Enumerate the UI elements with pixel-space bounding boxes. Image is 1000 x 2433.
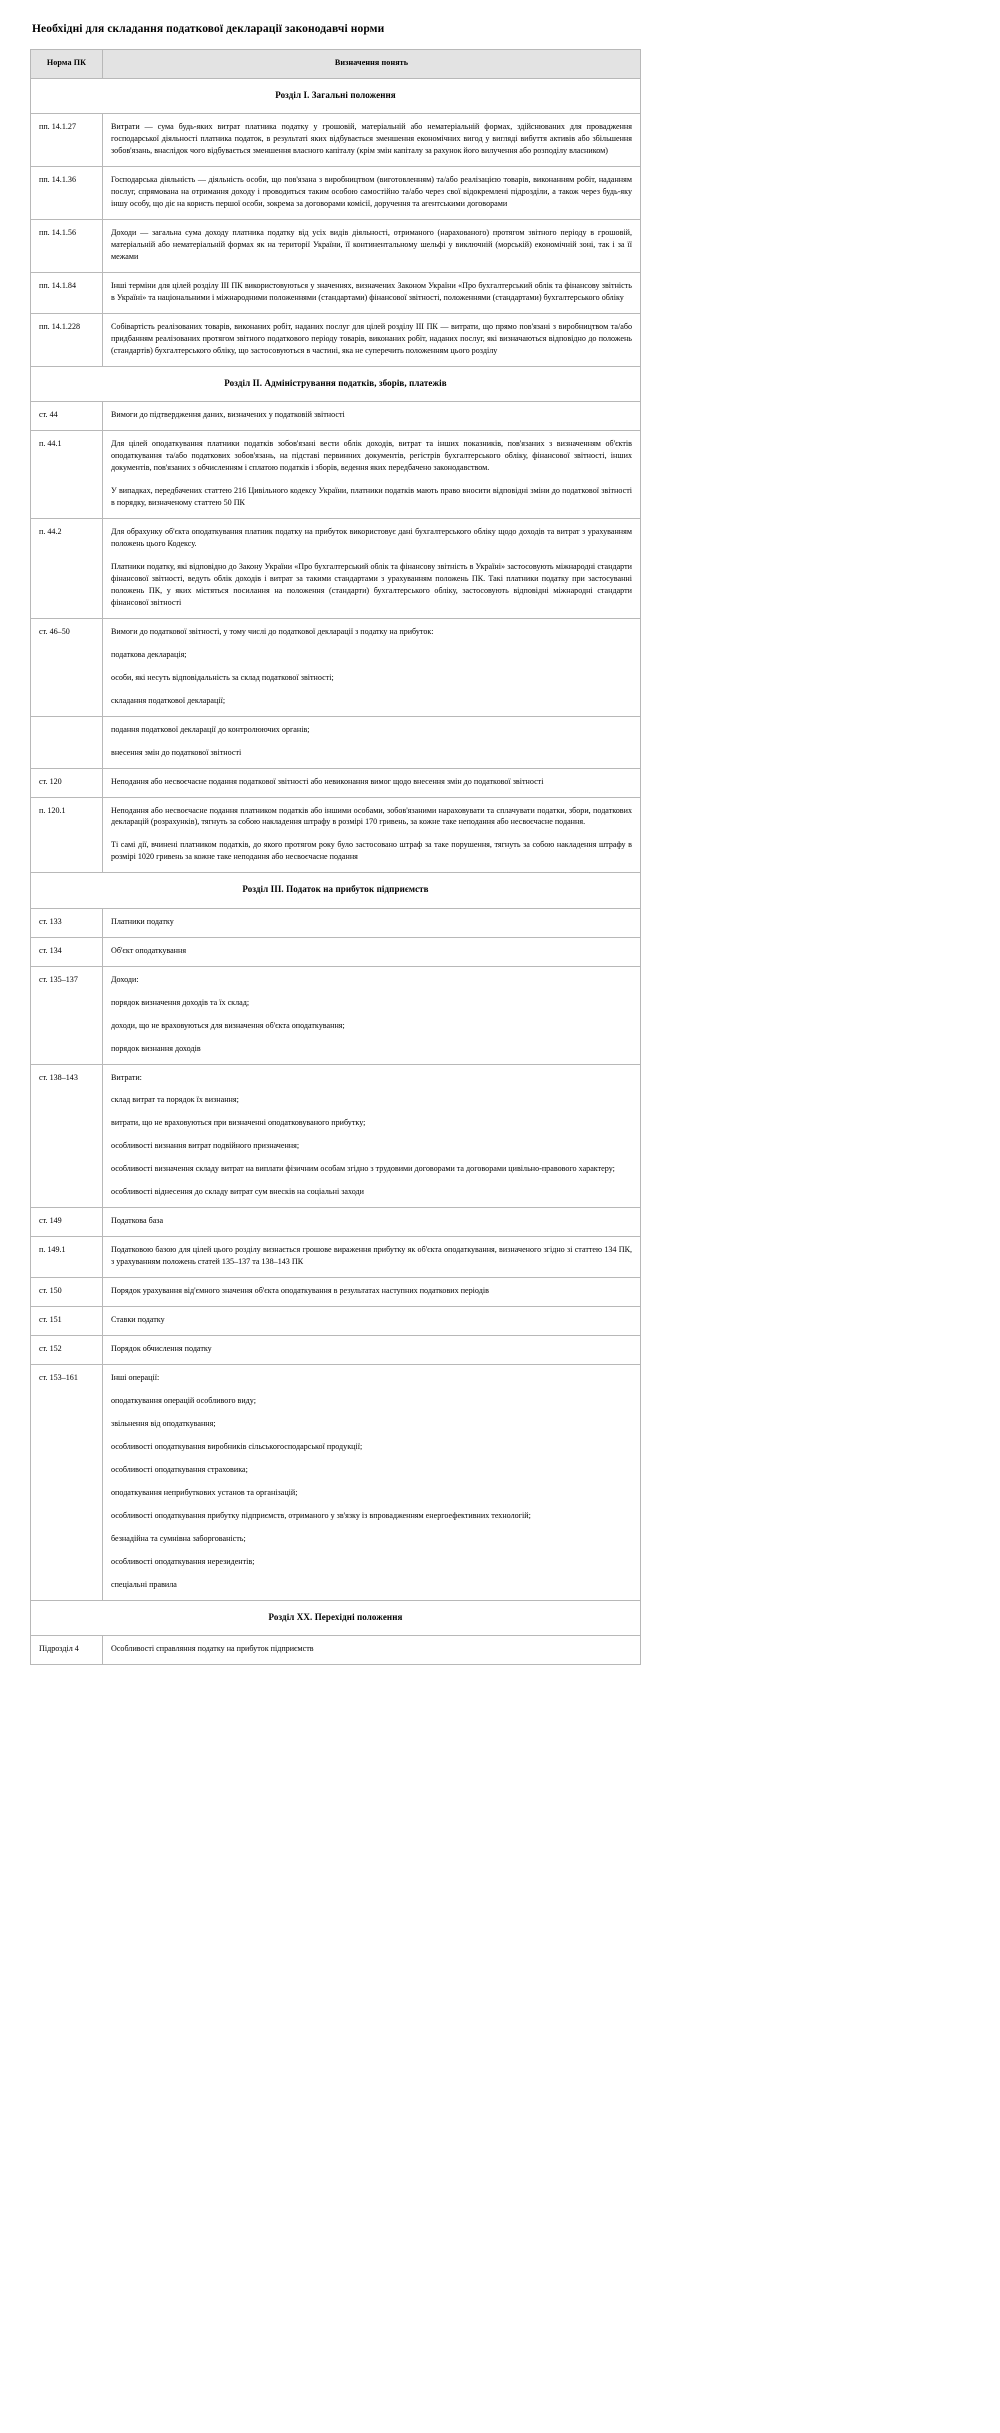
definition-cell bbox=[103, 114, 641, 167]
definition-paragraph: Вимоги до підтвердження даних, визначених у податковій звітності bbox=[111, 410, 345, 420]
definition-cell bbox=[103, 1636, 641, 1665]
norm-reference-cell: ст. 153–161 bbox=[31, 1365, 103, 1601]
definition-cell bbox=[103, 167, 641, 220]
norm-reference-cell: ст. 150 bbox=[31, 1278, 103, 1307]
norm-reference-cell: п. 120.1 bbox=[31, 797, 103, 873]
definition-paragraph: Інші операції: bbox=[111, 1373, 160, 1383]
definition-paragraph: особливості визначення складу витрат на виплати фізичним особам згідно з трудовими договорами та договорами цивільно-правового характеру; bbox=[111, 1164, 615, 1174]
definition-paragraph: спеціальні правила bbox=[111, 1579, 177, 1589]
definition-cell bbox=[103, 966, 641, 1064]
definition-paragraph: оподаткування неприбуткових установ та організацій; bbox=[111, 1487, 298, 1497]
definition-paragraph: Для цілей оподаткування платники податків зобов'язані вести облік доходів, витрат та інших показників, пов'язаних з визначенням об'єктів оподаткування та/або податкових зобов'язань, на підставі первинних документів, регістрів бухгалтерського обліку, фінансової звітності, інших документів, пов'язаних з обчисленням і сплатою податків і зборів, ведення яких передбачено законодавством. bbox=[111, 439, 632, 472]
definition-cell bbox=[103, 402, 641, 431]
table-row bbox=[31, 716, 641, 768]
norm-reference-cell: пп. 14.1.36 bbox=[31, 167, 103, 220]
definition-cell bbox=[103, 618, 641, 716]
definition-paragraph: Платники податку, які відповідно до Закону України «Про бухгалтерський облік та фінансову звітність в Україні» застосовують міжнародні стандарти фінансової звітності, ведуть облік доходів і витрат за такими стандартами з урахуванням положень ПК. Такі платники податку при застосуванні положень ПК, у яких містяться посилання на положення (стандарти) бухгалтерського обліку, застосовують відповідні міжнародні стандарти фінансової звітності bbox=[111, 561, 632, 607]
table-row bbox=[31, 966, 641, 1064]
definition-cell bbox=[103, 1365, 641, 1601]
definition-paragraph: склад витрат та порядок їх визнання; bbox=[111, 1095, 239, 1105]
definition-paragraph: Порядок урахування від'ємного значення об'єкта оподаткування в результатах наступних податкових періодів bbox=[111, 1286, 489, 1296]
norm-reference-cell: пп. 14.1.56 bbox=[31, 220, 103, 273]
norm-reference-cell: Підрозділ 4 bbox=[31, 1636, 103, 1665]
section-heading: Розділ XX. Перехідні положення bbox=[31, 1600, 641, 1635]
table-section-row bbox=[31, 1600, 641, 1635]
definition-paragraph: особливості оподаткування страховика; bbox=[111, 1465, 248, 1474]
table-row bbox=[31, 167, 641, 220]
definition-paragraph: витрати, що не враховуються при визначенні оподатковуваного прибутку; bbox=[111, 1118, 366, 1128]
section-heading: Розділ III. Податок на прибуток підприємств bbox=[31, 873, 641, 908]
definition-paragraph: Собівартість реалізованих товарів, виконаних робіт, наданих послуг для цілей розділу III ПК — витрати, що прямо пов'язані з виробництвом та/або придбанням реалізованих протягом звітного податкового періоду товарів, виконаних робіт, наданих послуг, які визначаються відповідно до положень (стандартів) бухгалтерського обліку, що застосовуються в частині, яка не суперечить положенням цього розділу bbox=[111, 321, 632, 355]
table-header-row bbox=[31, 49, 641, 78]
definition-paragraph: складання податкової декларації; bbox=[111, 695, 226, 705]
norm-reference-cell: п. 44.2 bbox=[31, 518, 103, 618]
definition-paragraph: звільнення від оподаткування; bbox=[111, 1419, 216, 1429]
norm-reference-cell: ст. 149 bbox=[31, 1208, 103, 1237]
definition-paragraph: Витрати — сума будь-яких витрат платника податку у грошовій, матеріальній або нематеріальній формах, здійснюваних для провадження господарської діяльності платника податок, в результаті яких відбувається зменшення економічних вигод у вигляді вибуття активів або збільшення зобов'язань, внаслідок чого відбувається зменшення власного капіталу (крім змін капіталу за рахунок його вилучення або розподілу власником) bbox=[111, 122, 632, 156]
definition-paragraph: Податковою базою для цілей цього розділу визнається грошове вираження прибутку як об'єкта оподаткування, визначеного згідно зі статтею 134 ПК, з урахуванням положень статей 135–137 та 138–143 ПК bbox=[111, 1245, 632, 1267]
table-row bbox=[31, 114, 641, 167]
section-heading: Розділ II. Адміністрування податків, зборів, платежів bbox=[31, 366, 641, 401]
table-row bbox=[31, 937, 641, 966]
definition-paragraph: Доходи — загальна сума доходу платника податку від усіх видів діяльності, отриманого (нарахованого) протягом звітного періоду в грошовій, матеріальній або нематеріальній формах як на території України, її континентальному шельфі у виключній (морській) економічній зоні, так і за її межами bbox=[111, 228, 632, 261]
norm-reference-cell: ст. 120 bbox=[31, 768, 103, 797]
table-section-row bbox=[31, 78, 641, 113]
definition-paragraph: Ставки податку bbox=[111, 1315, 165, 1325]
definition-cell bbox=[103, 908, 641, 937]
table-row bbox=[31, 1365, 641, 1601]
table-row bbox=[31, 618, 641, 716]
definition-cell bbox=[103, 797, 641, 873]
norm-reference-cell: ст. 138–143 bbox=[31, 1064, 103, 1208]
definition-paragraph: Неподання або несвоєчасне подання платником податків або іншими особами, зобов'язаними нараховувати та сплачувати податки, збори, податкових декларацій (розрахунків), тягнуть за собою накладення штрафу в розмірі 170 гривень, за кожне таке неподання або несвоєчасне подання. bbox=[111, 805, 632, 827]
table-row bbox=[31, 518, 641, 618]
definition-cell bbox=[103, 1208, 641, 1237]
definition-cell bbox=[103, 1278, 641, 1307]
definition-paragraph: особи, які несуть відповідальність за склад податкової звітності; bbox=[111, 672, 334, 682]
table-row bbox=[31, 431, 641, 519]
table-row bbox=[31, 908, 641, 937]
definition-cell bbox=[103, 1237, 641, 1278]
legislative-norms-table bbox=[30, 49, 641, 1665]
definition-paragraph: Доходи: bbox=[111, 974, 139, 984]
definition-paragraph: безнадійна та сумнівна заборгованість; bbox=[111, 1533, 246, 1543]
table-row bbox=[31, 402, 641, 431]
definition-paragraph: Порядок обчислення податку bbox=[111, 1344, 212, 1354]
definition-cell bbox=[103, 937, 641, 966]
definition-paragraph: порядок визнання доходів bbox=[111, 1043, 201, 1053]
table-row bbox=[31, 1278, 641, 1307]
definition-paragraph: Витрати: bbox=[111, 1072, 142, 1082]
table-row bbox=[31, 1208, 641, 1237]
table-row bbox=[31, 1336, 641, 1365]
definition-cell bbox=[103, 768, 641, 797]
definition-paragraph: Неподання або несвоєчасне подання податкової звітності або невиконання вимог щодо внесення змін до податкової звітності bbox=[111, 776, 544, 786]
definition-cell bbox=[103, 716, 641, 768]
table-row bbox=[31, 272, 641, 313]
norm-reference-cell: п. 44.1 bbox=[31, 431, 103, 519]
definition-paragraph: особливості оподаткування прибутку підприємств, отриманого у зв'язку із впровадженням енергоефективних технологій; bbox=[111, 1510, 531, 1520]
definition-paragraph: подання податкової декларації до контролюючих органів; bbox=[111, 724, 310, 734]
definition-cell bbox=[103, 220, 641, 273]
table-row bbox=[31, 1064, 641, 1208]
norm-reference-cell: ст. 151 bbox=[31, 1307, 103, 1336]
norm-reference-cell: ст. 133 bbox=[31, 908, 103, 937]
definition-paragraph: Вимоги до податкової звітності, у тому числі до податкової декларації з податку на прибуток: bbox=[111, 626, 434, 636]
norm-reference-cell: пп. 14.1.27 bbox=[31, 114, 103, 167]
definition-paragraph: особливості оподаткування виробників сільськогосподарської продукції; bbox=[111, 1442, 363, 1452]
table-section-row bbox=[31, 366, 641, 401]
norm-reference-cell: ст. 134 bbox=[31, 937, 103, 966]
definition-paragraph: Особливості справляння податку на прибуток підприємств bbox=[111, 1644, 314, 1654]
table-row bbox=[31, 1636, 641, 1665]
definition-paragraph: порядок визначення доходів та їх склад; bbox=[111, 997, 250, 1007]
definition-paragraph: Ті самі дії, вчинені платником податків, до якого протягом року було застосовано штраф за таке порушення, тягнуть за собою накладення штрафу в розмірі 1020 гривень за кожне таке неподання або несвоєчасне подання bbox=[111, 840, 632, 862]
table-row bbox=[31, 220, 641, 273]
definition-paragraph: Податкова база bbox=[111, 1216, 164, 1226]
section-heading: Розділ I. Загальні положення bbox=[31, 78, 641, 113]
norm-reference-cell: ст. 152 bbox=[31, 1336, 103, 1365]
table-row bbox=[31, 1237, 641, 1278]
table-row bbox=[31, 1307, 641, 1336]
table-row bbox=[31, 797, 641, 873]
column-header-norm: Норма ПК bbox=[31, 49, 103, 78]
definition-paragraph: У випадках, передбачених статтею 216 Цивільного кодексу України, платники податків мають право вносити відповідні зміни до податкової звітності в порядку, визначеному статтею 50 ПК bbox=[111, 485, 632, 507]
definition-cell bbox=[103, 313, 641, 366]
definition-cell bbox=[103, 431, 641, 519]
definition-cell bbox=[103, 518, 641, 618]
definition-paragraph: податкова декларація; bbox=[111, 649, 187, 659]
definition-paragraph: Інші терміни для цілей розділу III ПК використовуються у значеннях, визначених Законом України «Про бухгалтерський облік та фінансову звітність в Україні» та національними і міжнародними положеннями (стандартами) фінансової звітності, положеннями (стандартами) бухгалтерського обліку bbox=[111, 280, 632, 302]
definition-paragraph: доходи, що не враховуються для визначення об'єкта оподаткування; bbox=[111, 1020, 345, 1030]
definition-cell bbox=[103, 272, 641, 313]
norm-reference-cell: пп. 14.1.228 bbox=[31, 313, 103, 366]
table-row bbox=[31, 768, 641, 797]
table-row bbox=[31, 313, 641, 366]
page-title: Необхідні для складання податкової декларації законодавчі норми bbox=[32, 23, 385, 35]
definition-paragraph: особливості визнання витрат подвійного призначення; bbox=[111, 1141, 300, 1151]
norm-reference-cell: ст. 46–50 bbox=[31, 618, 103, 716]
norm-reference-cell: п. 149.1 bbox=[31, 1237, 103, 1278]
norm-reference-cell: пп. 14.1.84 bbox=[31, 272, 103, 313]
definition-paragraph: особливості оподаткування нерезидентів; bbox=[111, 1556, 255, 1566]
definition-paragraph: внесення змін до податкової звітності bbox=[111, 747, 242, 757]
norm-reference-cell bbox=[31, 716, 103, 768]
norm-reference-cell: ст. 135–137 bbox=[31, 966, 103, 1064]
definition-paragraph: Для обрахунку об'єкта оподаткування платник податку на прибуток використовує дані бухгалтерського обліку щодо доходів та витрат з урахуванням положень цього Кодексу. bbox=[111, 526, 632, 548]
column-header-definition: Визначення понять bbox=[103, 49, 641, 78]
definition-paragraph: особливості віднесення до складу витрат сум внесків на соціальні заходи bbox=[111, 1187, 365, 1197]
definition-paragraph: оподаткування операцій особливого виду; bbox=[111, 1396, 256, 1406]
definition-paragraph: Платники податку bbox=[111, 916, 174, 926]
table-body bbox=[31, 78, 641, 1664]
norm-reference-cell: ст. 44 bbox=[31, 402, 103, 431]
definition-paragraph: Об'єкт оподаткування bbox=[111, 945, 187, 955]
table-section-row bbox=[31, 873, 641, 908]
definition-paragraph: Господарська діяльність — діяльність особи, що пов'язана з виробництвом (виготовленням) та/або реалізацією товарів, виконанням робіт, наданням послуг, спрямована на отримання доходу і проводиться таким особою самостійно та/або через свої відокремлені підрозділи, а також через будь-яку іншу особу, що діє на користь першої особи, зокрема за договорами комісії, доручення та агентськими договорами bbox=[111, 175, 632, 209]
definition-cell bbox=[103, 1064, 641, 1208]
definition-cell bbox=[103, 1336, 641, 1365]
table-header bbox=[31, 49, 641, 78]
definition-cell bbox=[103, 1307, 641, 1336]
